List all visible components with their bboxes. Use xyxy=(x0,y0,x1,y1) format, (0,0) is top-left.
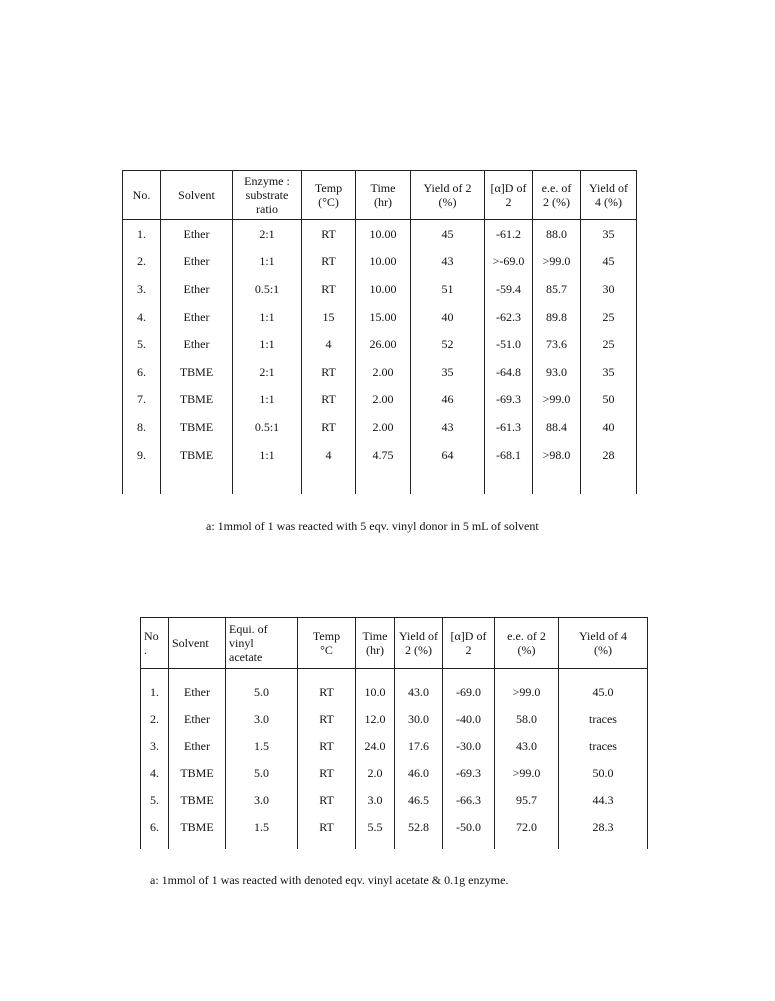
table-cell: 30.0 xyxy=(395,705,443,732)
table-cell: TBME xyxy=(161,386,233,414)
header-line: Time xyxy=(370,181,396,195)
header-line: . xyxy=(144,643,147,657)
table-cell: 17.6 xyxy=(395,732,443,759)
table-cell: 3. xyxy=(123,275,161,303)
table-cell: 52.8 xyxy=(395,813,443,840)
spacer-cell xyxy=(233,468,302,494)
table-cell: -62.3 xyxy=(485,303,533,331)
table-cell: 4 xyxy=(302,441,356,469)
table-cell: 58.0 xyxy=(495,705,559,732)
table-cell: 6. xyxy=(123,358,161,386)
table-cell: 0.5:1 xyxy=(233,275,302,303)
table-cell: Ether xyxy=(169,705,226,732)
table-cell: 0.5:1 xyxy=(233,413,302,441)
table1-header-cell xyxy=(233,171,302,220)
spacer-cell xyxy=(141,840,169,849)
table-cell: 2.00 xyxy=(356,413,411,441)
table1-header-cell xyxy=(533,171,581,220)
table-cell: 35 xyxy=(581,220,637,248)
table-cell: 3.0 xyxy=(356,786,395,813)
spacer-cell xyxy=(356,840,395,849)
header-line: (°C) xyxy=(318,195,339,209)
spacer-cell xyxy=(485,468,533,494)
table-cell: RT xyxy=(298,786,356,813)
spacer-cell xyxy=(161,468,233,494)
table-cell: 44.3 xyxy=(559,786,648,813)
table-row xyxy=(141,813,648,840)
table-cell: -61.3 xyxy=(485,413,533,441)
table-cell: Ether xyxy=(169,732,226,759)
spacer-cell xyxy=(581,468,637,494)
table1-header-cell xyxy=(485,171,533,220)
table1-header-cell xyxy=(161,171,233,220)
header-line: Temp xyxy=(314,181,343,195)
table-cell: 4.75 xyxy=(356,441,411,469)
table-row xyxy=(141,786,648,813)
table-cell: 95.7 xyxy=(495,786,559,813)
table-row xyxy=(123,358,637,386)
table2-header-cell xyxy=(443,618,495,669)
table-cell: 40 xyxy=(411,303,485,331)
table-cell: 85.7 xyxy=(533,275,581,303)
table1-header-cell xyxy=(123,171,161,220)
table-cell: 45 xyxy=(581,248,637,276)
table-cell: TBME xyxy=(169,813,226,840)
header-line: 2 xyxy=(505,195,512,209)
table-cell: 43.0 xyxy=(495,732,559,759)
table-cell: 2. xyxy=(123,248,161,276)
header-line: (%) xyxy=(438,195,457,209)
table-cell: 25 xyxy=(581,303,637,331)
table-cell: RT xyxy=(302,248,356,276)
header-line: Time xyxy=(362,629,388,643)
table-cell: 5. xyxy=(123,330,161,358)
table-cell: 1. xyxy=(141,678,169,705)
table-cell: 1.5 xyxy=(226,813,298,840)
table1-header-cell xyxy=(356,171,411,220)
table-cell: 15 xyxy=(302,303,356,331)
table-cell: 10.00 xyxy=(356,275,411,303)
spacer-cell xyxy=(169,840,226,849)
table1-header-cell xyxy=(302,171,356,220)
table-cell: 50.0 xyxy=(559,759,648,786)
table-cell: 43 xyxy=(411,248,485,276)
table-cell: -64.8 xyxy=(485,358,533,386)
table-row xyxy=(123,275,637,303)
table2-header-cell xyxy=(495,618,559,669)
table-cell: >98.0 xyxy=(533,441,581,469)
table-cell: RT xyxy=(302,275,356,303)
table-cell: TBME xyxy=(161,413,233,441)
spacer-cell xyxy=(169,669,226,679)
table-cell: -61.2 xyxy=(485,220,533,248)
header-line: (%) xyxy=(594,643,612,657)
table-cell: 30 xyxy=(581,275,637,303)
spacer-cell xyxy=(298,669,356,679)
table-cell: traces xyxy=(559,732,648,759)
table-cell: 93.0 xyxy=(533,358,581,386)
header-line: (hr) xyxy=(366,643,384,657)
table-cell: Ether xyxy=(161,220,233,248)
table-cell: >-69.0 xyxy=(485,248,533,276)
table2-header-cell xyxy=(226,618,298,669)
table-cell: TBME xyxy=(161,441,233,469)
table-cell: -50.0 xyxy=(443,813,495,840)
table-cell: 1:1 xyxy=(233,303,302,331)
table-row xyxy=(123,441,637,469)
header-line: Solvent xyxy=(172,636,209,650)
table-1-header-row xyxy=(123,171,637,220)
table-cell: 6. xyxy=(141,813,169,840)
table-cell: 64 xyxy=(411,441,485,469)
table-cell: RT xyxy=(302,220,356,248)
table-cell: 4. xyxy=(141,759,169,786)
table-cell: 46.0 xyxy=(395,759,443,786)
table-2-footnote: a: 1mmol of 1 was reacted with denoted eqv. vinyl acetate & 0.1g enzyme. xyxy=(150,873,509,887)
table-cell: 10.00 xyxy=(356,220,411,248)
table-cell: 1. xyxy=(123,220,161,248)
table-cell: 40 xyxy=(581,413,637,441)
table2-header-cell xyxy=(141,618,169,669)
spacer-cell xyxy=(356,468,411,494)
header-line: (%) xyxy=(517,643,536,657)
table-cell: TBME xyxy=(169,759,226,786)
header-line: 2 (%) xyxy=(405,643,432,657)
header-line: vinyl xyxy=(229,636,254,650)
table-cell: 46 xyxy=(411,386,485,414)
table-cell: 1:1 xyxy=(233,248,302,276)
table-cell: 35 xyxy=(581,358,637,386)
table-cell: -30.0 xyxy=(443,732,495,759)
table-cell: 25 xyxy=(581,330,637,358)
table-row xyxy=(123,413,637,441)
table-cell: -59.4 xyxy=(485,275,533,303)
table-cell: >99.0 xyxy=(495,759,559,786)
table-cell: TBME xyxy=(169,786,226,813)
table-cell: 3.0 xyxy=(226,786,298,813)
table-cell: 24.0 xyxy=(356,732,395,759)
table-cell: Ether xyxy=(161,248,233,276)
table-cell: -51.0 xyxy=(485,330,533,358)
header-line: Equi. of xyxy=(229,622,268,636)
table-cell: 15.00 xyxy=(356,303,411,331)
table-cell: -68.1 xyxy=(485,441,533,469)
header-line: Yield of xyxy=(399,629,438,643)
header-line: Yield of xyxy=(589,181,628,195)
header-line: Solvent xyxy=(178,188,215,202)
table-cell: 3. xyxy=(141,732,169,759)
header-line: No. xyxy=(132,188,151,202)
spacer-cell xyxy=(123,468,161,494)
spacer-row xyxy=(141,669,648,679)
table-row xyxy=(123,220,637,248)
table-1-body xyxy=(123,220,637,495)
table-1-footnote: a: 1mmol of 1 was reacted with 5 eqv. vinyl donor in 5 mL of solvent xyxy=(206,519,539,533)
table-cell: 2:1 xyxy=(233,358,302,386)
table-2-header-row xyxy=(141,618,648,669)
table-cell: Ether xyxy=(161,275,233,303)
reaction-table-2 xyxy=(140,617,648,849)
table-cell: 5. xyxy=(141,786,169,813)
spacer-row xyxy=(123,468,637,494)
table-cell: 5.0 xyxy=(226,759,298,786)
table-cell: 1:1 xyxy=(233,386,302,414)
table-cell: RT xyxy=(298,759,356,786)
table2-header-cell xyxy=(298,618,356,669)
table-row xyxy=(141,759,648,786)
header-line: 4 (%) xyxy=(595,195,622,209)
table-cell: 51 xyxy=(411,275,485,303)
header-line: Enzyme : xyxy=(244,174,290,188)
table-cell: >99.0 xyxy=(533,386,581,414)
header-line: Yield of 4 xyxy=(579,629,627,643)
table-cell: 45 xyxy=(411,220,485,248)
header-line: 2 (%) xyxy=(543,195,570,209)
table-cell: 52 xyxy=(411,330,485,358)
table-cell: -69.3 xyxy=(485,386,533,414)
table-cell: 88.0 xyxy=(533,220,581,248)
table-cell: 7. xyxy=(123,386,161,414)
spacer-cell xyxy=(443,840,495,849)
header-line: acetate xyxy=(229,650,263,664)
table-cell: 26.00 xyxy=(356,330,411,358)
table-cell: Ether xyxy=(169,678,226,705)
header-line: substrate xyxy=(245,188,289,202)
table-cell: RT xyxy=(298,813,356,840)
table-row xyxy=(141,705,648,732)
table-cell: 72.0 xyxy=(495,813,559,840)
table-cell: >99.0 xyxy=(533,248,581,276)
table-cell: 3.0 xyxy=(226,705,298,732)
table-row xyxy=(123,303,637,331)
spacer-cell xyxy=(559,840,648,849)
table-cell: 35 xyxy=(411,358,485,386)
header-line: Yield of 2 xyxy=(423,181,472,195)
table-row xyxy=(123,330,637,358)
table-cell: RT xyxy=(302,386,356,414)
table-cell: 8. xyxy=(123,413,161,441)
table-row xyxy=(141,732,648,759)
table-cell: 45.0 xyxy=(559,678,648,705)
table-2-body xyxy=(141,669,648,850)
table-cell: 9. xyxy=(123,441,161,469)
table-cell: -69.3 xyxy=(443,759,495,786)
table2-header-cell xyxy=(356,618,395,669)
table-cell: traces xyxy=(559,705,648,732)
table-cell: RT xyxy=(298,705,356,732)
spacer-cell xyxy=(302,468,356,494)
table-cell: Ether xyxy=(161,330,233,358)
table-cell: 28 xyxy=(581,441,637,469)
header-line: e.e. of 2 xyxy=(507,629,546,643)
table-row xyxy=(123,248,637,276)
spacer-cell xyxy=(226,840,298,849)
table-cell: 50 xyxy=(581,386,637,414)
reaction-table-1 xyxy=(122,170,637,494)
table-cell: 46.5 xyxy=(395,786,443,813)
spacer-cell xyxy=(395,669,443,679)
spacer-cell xyxy=(495,840,559,849)
spacer-cell xyxy=(559,669,648,679)
table-cell: 4. xyxy=(123,303,161,331)
table-cell: 28.3 xyxy=(559,813,648,840)
table-cell: Ether xyxy=(161,303,233,331)
table-cell: 1:1 xyxy=(233,441,302,469)
table-cell: 88.4 xyxy=(533,413,581,441)
table-cell: 10.0 xyxy=(356,678,395,705)
table-cell: 1:1 xyxy=(233,330,302,358)
table-cell: 10.00 xyxy=(356,248,411,276)
spacer-cell xyxy=(226,669,298,679)
table-cell: RT xyxy=(298,678,356,705)
table-cell: 73.6 xyxy=(533,330,581,358)
table-cell: 2:1 xyxy=(233,220,302,248)
table-cell: 2.0 xyxy=(356,759,395,786)
table-cell: RT xyxy=(298,732,356,759)
table2-header-cell xyxy=(169,618,226,669)
header-line: ratio xyxy=(256,202,278,216)
table-cell: -69.0 xyxy=(443,678,495,705)
spacer-cell xyxy=(443,669,495,679)
table-cell: 43.0 xyxy=(395,678,443,705)
header-line: [α]D of xyxy=(490,181,527,195)
header-line: No xyxy=(144,629,159,643)
table-cell: 12.0 xyxy=(356,705,395,732)
header-line: °C xyxy=(320,643,333,657)
table1-header-cell xyxy=(581,171,637,220)
table-cell: RT xyxy=(302,358,356,386)
header-line: Temp xyxy=(312,629,341,643)
spacer-cell xyxy=(356,669,395,679)
table1-header-cell xyxy=(411,171,485,220)
table2-header-cell xyxy=(559,618,648,669)
table-cell: 89.8 xyxy=(533,303,581,331)
spacer-cell xyxy=(298,840,356,849)
spacer-cell xyxy=(495,669,559,679)
spacer-row xyxy=(141,840,648,849)
table-cell: -66.3 xyxy=(443,786,495,813)
table-cell: 43 xyxy=(411,413,485,441)
table-cell: 2.00 xyxy=(356,386,411,414)
table-cell: >99.0 xyxy=(495,678,559,705)
table-row xyxy=(123,386,637,414)
spacer-cell xyxy=(395,840,443,849)
spacer-cell xyxy=(411,468,485,494)
table-cell: RT xyxy=(302,413,356,441)
table-cell: 2.00 xyxy=(356,358,411,386)
table-cell: 2. xyxy=(141,705,169,732)
table-cell: -40.0 xyxy=(443,705,495,732)
spacer-cell xyxy=(533,468,581,494)
table-cell: 4 xyxy=(302,330,356,358)
header-line: e.e. of xyxy=(541,181,572,195)
table-cell: 5.0 xyxy=(226,678,298,705)
header-line: (hr) xyxy=(374,195,392,209)
table-row xyxy=(141,678,648,705)
header-line: 2 xyxy=(465,643,472,657)
spacer-cell xyxy=(141,669,169,679)
table-cell: 1.5 xyxy=(226,732,298,759)
table-cell: 5.5 xyxy=(356,813,395,840)
table2-header-cell xyxy=(395,618,443,669)
header-line: [α]D of xyxy=(450,629,487,643)
table-cell: TBME xyxy=(161,358,233,386)
